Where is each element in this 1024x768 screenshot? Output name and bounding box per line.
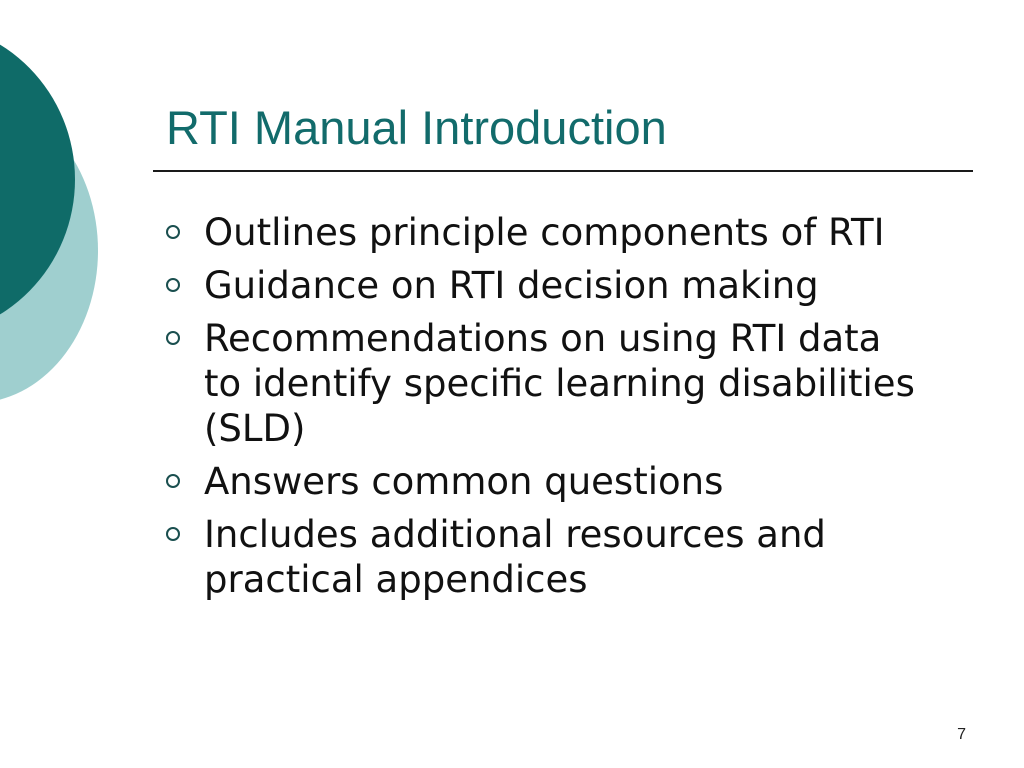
bullet-item bbox=[160, 210, 920, 255]
bullet-item bbox=[160, 316, 920, 451]
bullet-item bbox=[160, 459, 920, 504]
bullet-text: Answers common questions bbox=[204, 460, 724, 503]
hollow-circle-bullet-icon bbox=[166, 474, 180, 488]
bullet-item bbox=[160, 263, 920, 308]
page-number: 7 bbox=[957, 726, 966, 743]
hollow-circle-bullet-icon bbox=[166, 225, 180, 239]
hollow-circle-bullet-icon bbox=[166, 331, 180, 345]
title-divider bbox=[153, 170, 973, 172]
bullet-item bbox=[160, 512, 920, 602]
hollow-circle-bullet-icon bbox=[166, 278, 180, 292]
bullet-text: Outlines principle components of RTI bbox=[204, 211, 885, 254]
bullet-text: Recommendations on using RTI data to identify specific learning disabilities (SLD) bbox=[204, 317, 915, 450]
bullet-text: Guidance on RTI decision making bbox=[204, 264, 819, 307]
bullet-list bbox=[160, 210, 920, 610]
hollow-circle-bullet-icon bbox=[166, 527, 180, 541]
slide-title: RTI Manual Introduction bbox=[166, 101, 667, 154]
bullet-text: Includes additional resources and practical appendices bbox=[204, 513, 826, 601]
